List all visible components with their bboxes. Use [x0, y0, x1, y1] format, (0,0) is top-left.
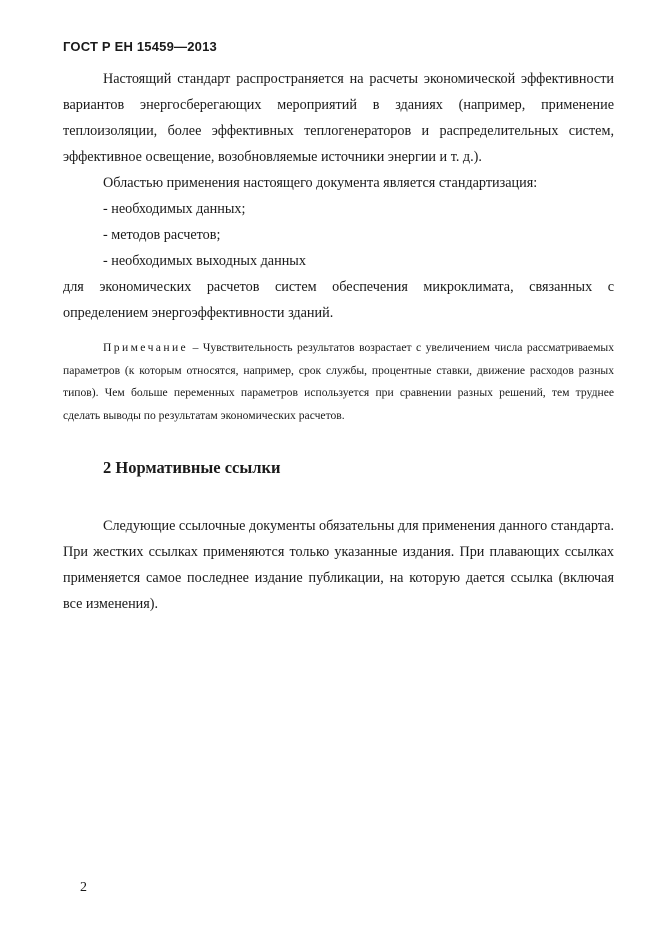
scope-list-item: - необходимых выходных данных — [103, 253, 306, 269]
scope-conclusion-paragraph: для экономических расчетов систем обеспечения микроклимата, связанных с определением энергоэффективности зданий. — [63, 279, 614, 321]
references-section — [63, 513, 614, 617]
scope-section — [63, 66, 614, 326]
note-text: – Чувствительность результатов возрастает с увеличением числа рассматриваемых параметров (к которым относятся, например, срок службы, процентные ставки, движение расходов разных типов). Чем больше переменных параметров используется при сравнении разных решений, тем труднее сделать выводы по результатам экономических расчетов. — [63, 341, 614, 422]
document-header: ГОСТ Р ЕН 15459—2013 — [63, 39, 217, 54]
references-paragraph: Следующие ссылочные документы обязательны для применения данного стандарта. При жестких ссылках применяются только указанные издания. При плавающих ссылках применяется самое последнее издание публикации, на которую дается ссылка (включая все изменения). — [63, 518, 614, 612]
note-label: Примечание — [103, 341, 189, 354]
note-paragraph — [63, 337, 614, 427]
scope-list-item: - необходимых данных; — [103, 201, 246, 217]
note-block — [63, 337, 614, 427]
page-number: 2 — [80, 880, 87, 895]
scope-list-item: - методов расчетов; — [103, 227, 221, 243]
scope-intro-paragraph: Областью применения настоящего документа является стандартизация: — [103, 175, 538, 191]
scope-paragraph: Настоящий стандарт распространяется на расчеты экономической эффективности вариантов энергосберегающих мероприятий в зданиях (например, применение теплоизоляции, более эффективных теплогенераторов и распределительных систем, эффективное освещение, возобновляемые источники энергии и т. д.). — [63, 71, 614, 165]
section-title: 2 Нормативные ссылки — [103, 458, 281, 477]
